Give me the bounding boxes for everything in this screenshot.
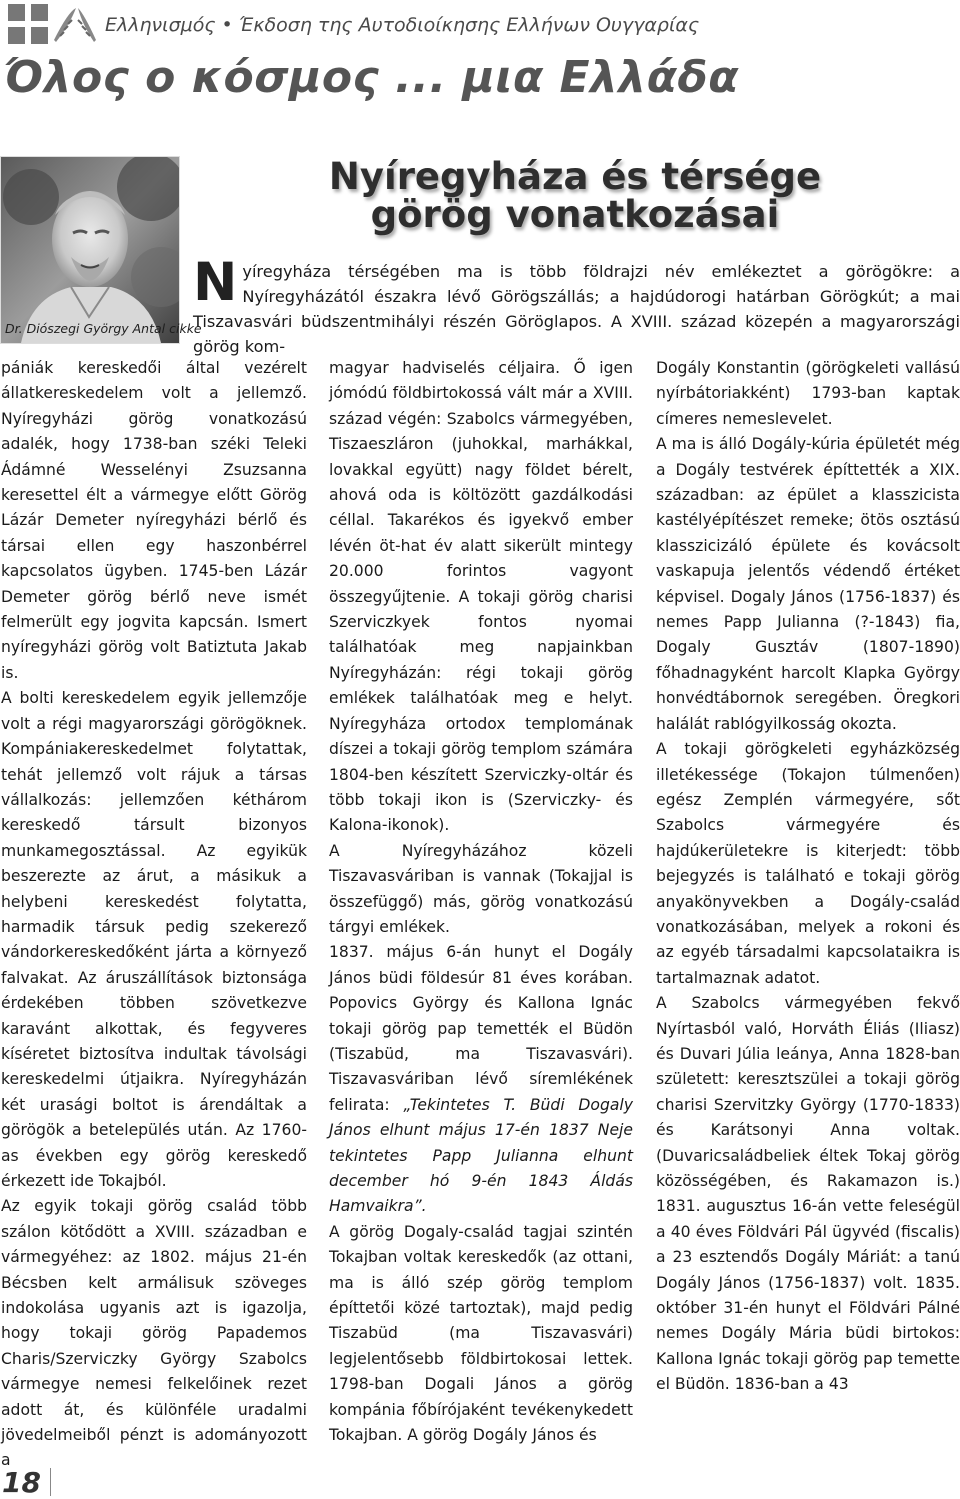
column-2 <box>329 356 633 1448</box>
paragraph <box>329 940 633 1219</box>
column-3 <box>656 356 960 1398</box>
section-title: Όλος ο κόσμος ... μια Ελλάδα <box>4 52 739 103</box>
page-number-divider <box>50 1468 51 1496</box>
paragraph: A görög Dogaly-család tagjai szintén Tokajban voltak kereskedők (az ottani, ma is álló szép görög templom építtetői közé tartoztak), majd pedig Tiszabüd (ma Tiszavasvári) legjelentősebb földbirtokosai lettek. 1798-ban Dogali János a görög kompánia főbírójaként tevékenykedett Tokajban. A görög Dogály János és <box>329 1222 633 1445</box>
paragraph: A Szabolcs vármegyében fekvő Nyírtasból való, Horváth Éliás (Iliasz) és Duvari Júlia leánya, Anna 1828-ban született: keresztszülei a tokaji görög charisi Szervitzky György (1770-1833) és Karátsonyi Anna voltak. (Duvaricsaládbeliek éltek Tokaj görög közösségében, és Rakamazon is.) 1831. augusztus 16-án vette feleségül a 40 éves Földvári Pál ügyvéd (fiscalis) a 23 esztendős Dogály Máriát: a tanú Dogály János (1756-1837) volt. 1835. október 31-én hunyt el Földvári Pálné nemes Dogály Mária büdi birtokos: Kallona Ignác tokaji görög pap temette el Büdön. 1836-ban a 43 <box>656 994 960 1394</box>
paragraph: magyar hadviselés céljaira. Ő igen jómódú földbirtokossá vált már a XVIII. század végén: Szabolcs vármegyében, Tiszaeszláron (juhokkal, marhákkal, lovakkal együtt) nagy földet bérelt, ahová oda is költözött gazdálkodási céllal. Takarékos és igyekvő ember lévén öt-hat év alatt sikerült mintegy 20.000 forintos vagyont összegyűjtenie. A tokaji görög charisi Szerviczkyek fontos nyomai találhatóak meg napjainkban Nyíregyházán: régi tokaji görög emlékek találhatóak meg e helyt. Nyíregyháza ortodox templomának díszei a tokaji görög templom számára 1804-ben készített Szerviczky-oltár és több tokaji ikon is (Szerviczky- és Kalona-ikonok). <box>329 359 633 835</box>
paragraph: A bolti kereskedelem egyik jellemzője volt a régi magyarországi görögöknek. Kompániakereskedelmet folytattak, tehát jellemző volt rájuk a társas vállalkozás: jellemzően kéthárom kereskedő társult bizonyos munkamegosztással. Az egyikük beszerezte az árut, a másikuk a helybeni kereskedést folytatta, harmadik társuk pedig szekerező vándorkereskedőként járta a környező falvakat. Az áruszállítások biztonsága érdekében többen szövetkezve karavánt alkottak, és fegyveres kíséretet biztosítva indultak távolsági kereskedelmi útjaikra. Nyíregyházán két urasági boltot is árendáltak a görögök a betelepülés után. Az 1760-as években egy görög kereskedő érkezett ide Tokajból. <box>1 689 307 1190</box>
photo-caption: Dr. Diószegi György Antal cikke <box>5 321 202 336</box>
page-number: 18 <box>2 1466 41 1499</box>
author-portrait-image <box>1 157 179 343</box>
lead-text: yíregyháza térségében ma is több földrajzi név emlékeztet a görögökre: a Nyíregyházától északra lévő Görögszállás; a hajdúdorogi határban Görögkút; a mai Tiszavasvári büdszentmihályi részén Göröglapos. A XVIII. század közepén a magyarországi görög kom- <box>193 262 960 356</box>
paragraph-text: 1837. május 6-án hunyt el Dogály János büdi földesúr 81 éves korában. Popovics György és Kallona Ignác tokaji görög pap temették el Büdön (Tiszabüd, ma Tiszavasvári). Tiszavasváriban lévő síremlékének felirata: <box>329 943 633 1114</box>
column-1 <box>1 356 307 1474</box>
headline-line-2: görög vonatkozásai <box>370 193 780 236</box>
greek-cross-emblem-icon <box>6 2 98 48</box>
paragraph: pániák kereskedői által vezérelt állatkereskedelem volt a jellemző. Nyíregyházi görög vonatkozású adalék, hogy 1738-ban széki Teleki Ádámné Wesselényi Zsuzsanna keresettel élt a vármegye előtt Görög Lázár Demeter nyíregyházi bérlő és társai ellen egy haszonbérrel kapcsolatos ügyben. 1745-ben Lázár Demeter görög bérlő neve ismét felmerült egy jogvita kapcsán. Ismert nyíregyházi görög volt Batiztuta Jakab is. <box>1 359 307 682</box>
article-headline <box>285 155 865 236</box>
paragraph: Dogály Konstantin (görögkeleti vallású nyírbátoriakként) 1793-ban kaptak címeres nemeslevelet. <box>656 359 960 428</box>
headline-line-1: Nyíregyháza és térsége <box>328 155 822 198</box>
paragraph: A tokaji görögkeleti egyházközség illetékessége (Tokajon túlmenően) egész Zemplén vármegyére, sőt Szabolcs vármegyére és hajdúkerületekre is kiterjedt: több bejegyzés is található e tokaji görög anyakönyvekben a Dogály-család vonatkozásában, melyek a rokoni és az egyéb társadalmi kapcsolataikra is tartalmaznak adatot. <box>656 740 960 987</box>
publication-line: Ελληνισμός • Έκδοση της Αυτοδιοίκησης Ελλήνων Ουγγαρίας <box>105 14 700 36</box>
article-lead <box>193 252 960 359</box>
author-photo <box>1 157 179 343</box>
paragraph: A ma is álló Dogály-kúria épületét még a Dogály testvérek építtették a XIX. században: az épület a klasszicista kastélyépítészet remeke; ötös osztású klasszicizáló épülete és kovácsolt vaskapuja jelentős védendő értéket képvisel. Dogaly János (1756-1837) és nemes Papp Julianna (?-1843) fia, Dogaly Gusztáv (1807-1890) főhadnagyként harcolt Klapka György honvédtábornok seregében. Öregkori halálát rablógyilkosság okozta. <box>656 435 960 733</box>
paragraph: Az egyik tokaji görög család több szálon kötődött a XVIII. században e vármegyéhez: az 1802. május 21-én Bécsben kelt armálisuk szöveges indokolása ugyanis azt is igazolja, hogy tokaji görög Papademos Charis/Szerviczky György Szabolcs vármegye nemesi felkelőinek rezet adott át, és különféle uradalmi jövedelmeiből pénzt is adományozott a <box>1 1197 307 1470</box>
epitaph-quote: „Tekintetes T. Büdi Dogaly János elhunt május 17-én 1837 Neje tekintetes Papp Julianna elhunt december hó 9-én 1843 Áldás Hamvaikra”. <box>329 1095 633 1216</box>
page-header <box>0 0 960 118</box>
drop-cap: N <box>193 252 238 313</box>
paragraph: A Nyíregyházához közeli Tiszavasváriban is vannak (Tokajjal is összefüggő) más, görög vonatkozású tárgyi emlékek. <box>329 841 633 936</box>
